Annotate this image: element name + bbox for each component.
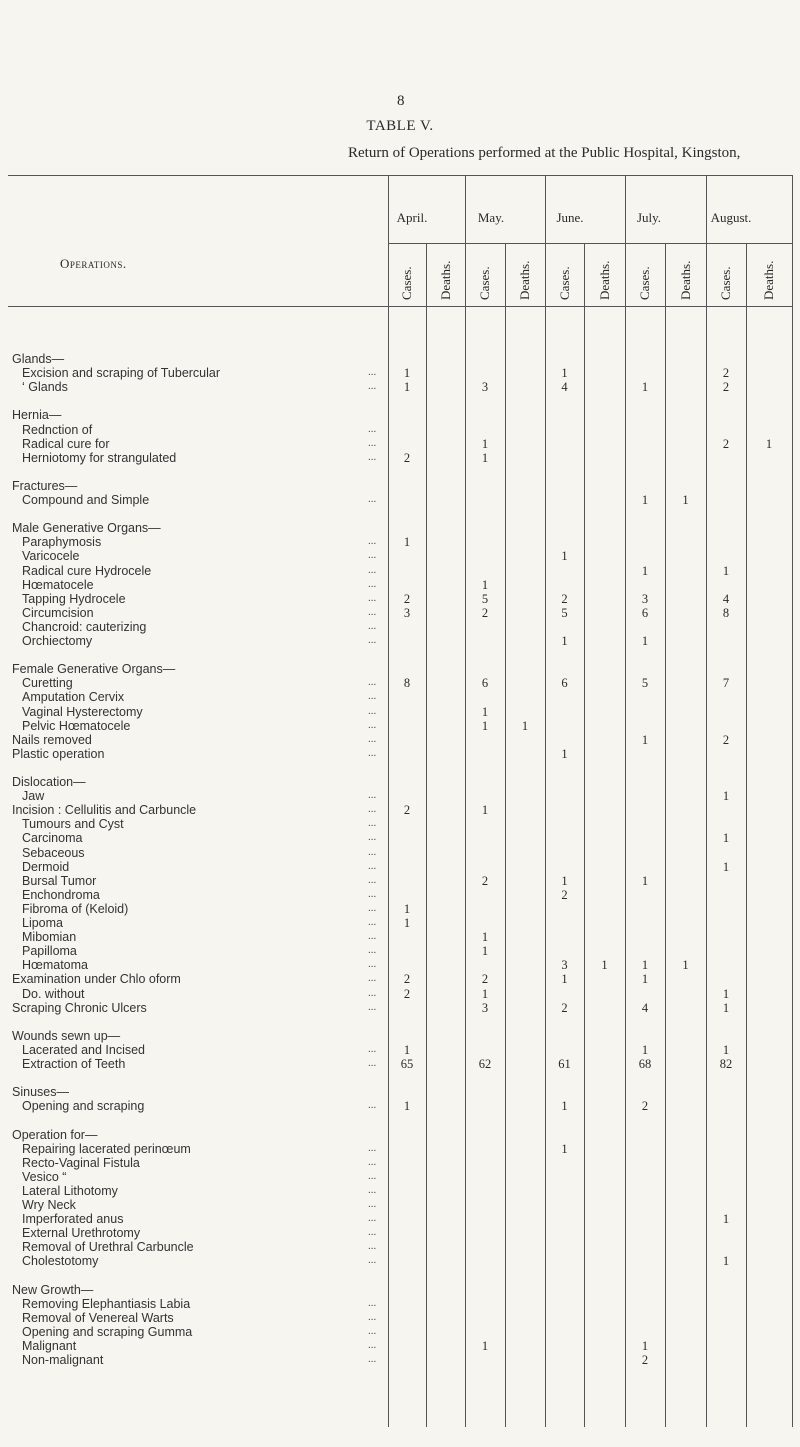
leader-dots: ... <box>368 493 377 505</box>
operation-label: Opening and scraping Gumma <box>22 1325 193 1339</box>
cases-cell: 1 <box>481 719 489 733</box>
table-row <box>0 564 800 578</box>
section-label: New Growth— <box>12 1283 94 1297</box>
deaths-column-header: Deaths. <box>761 260 776 300</box>
table-row <box>0 1198 800 1212</box>
cases-cell: 2 <box>641 1099 649 1113</box>
deaths-column-header: Deaths. <box>437 260 453 300</box>
operation-label: Curetting <box>22 676 73 690</box>
cases-cell: 1 <box>641 380 649 394</box>
leader-dots: ... <box>368 958 377 970</box>
operation-label: Herniotomy for strangulated <box>22 451 177 465</box>
cases-cell: 1 <box>481 1339 489 1353</box>
cases-cell: 1 <box>641 733 649 747</box>
cases-cell: 4 <box>561 380 568 394</box>
table-row <box>0 747 800 761</box>
table-row <box>0 1240 800 1254</box>
cases-cell: 1 <box>641 958 649 972</box>
leader-dots: ... <box>368 1353 377 1365</box>
leader-dots: ... <box>368 606 377 618</box>
cases-cell: 8 <box>403 676 411 690</box>
spacer-row <box>0 1269 800 1283</box>
cases-cell: 65 <box>400 1057 414 1071</box>
spacer-row <box>0 465 800 479</box>
leader-dots: ... <box>368 1057 377 1069</box>
month-may: May. <box>477 210 505 225</box>
cases-cell: 1 <box>561 747 568 761</box>
cases-cell: 1 <box>722 987 730 1001</box>
cases-cell: 1 <box>561 874 568 888</box>
cases-cell: 2 <box>722 380 730 394</box>
operation-label: Dermoid <box>22 860 70 874</box>
cases-column-header: Cases. <box>477 266 492 300</box>
operation-label: Paraphymosis <box>22 535 102 549</box>
cases-cell: 3 <box>481 380 489 394</box>
section-label: Hernia— <box>12 408 62 422</box>
leader-dots: ... <box>368 874 377 886</box>
table-row <box>0 1085 800 1099</box>
table-row <box>0 1170 800 1184</box>
cases-cell: 2 <box>403 451 411 465</box>
cases-cell: 82 <box>719 1057 733 1071</box>
leader-dots: ... <box>368 747 377 759</box>
operation-label: Lacerated and Incised <box>22 1043 146 1057</box>
month-july: July. <box>636 210 662 225</box>
cases-cell: 1 <box>722 860 730 874</box>
table-row <box>0 831 800 845</box>
table-row <box>0 958 800 972</box>
leader-dots: ... <box>368 860 377 872</box>
cases-cell: 68 <box>638 1057 652 1071</box>
cases-cell: 1 <box>641 493 649 507</box>
cases-cell: 5 <box>561 606 568 620</box>
table-row <box>0 408 800 422</box>
cases-cell: 1 <box>641 564 649 578</box>
section-label: Incision : Cellulitis and Carbuncle <box>12 803 197 817</box>
operation-label: Sebaceous <box>22 846 85 860</box>
cases-column-header: Cases. <box>637 266 652 300</box>
cases-cell: 3 <box>641 592 649 606</box>
table-row <box>0 634 800 648</box>
operation-label: External Urethrotomy <box>22 1226 141 1240</box>
operation-label: Chancroid: cauterizing <box>22 620 147 634</box>
table-title: TABLE V. <box>366 118 434 134</box>
month-april: April. <box>396 210 428 225</box>
cases-cell: 1 <box>561 1142 568 1156</box>
table-row <box>0 930 800 944</box>
cases-cell: 1 <box>641 634 649 648</box>
cases-cell: 3 <box>481 1001 489 1015</box>
leader-dots: ... <box>368 535 377 547</box>
leader-dots: ... <box>368 1240 377 1252</box>
spacer-row <box>0 1113 800 1127</box>
operation-label: Removing Elephantiasis Labia <box>22 1297 191 1311</box>
cases-cell: 1 <box>403 1099 411 1113</box>
operation-label: Repairing lacerated perinœum <box>22 1142 191 1156</box>
leader-dots: ... <box>368 380 377 392</box>
table-top-rule <box>8 175 792 176</box>
leader-dots: ... <box>368 1311 377 1323</box>
table-row <box>0 705 800 719</box>
operation-label: Lateral Lithotomy <box>22 1184 118 1198</box>
cases-cell: 1 <box>403 366 411 380</box>
leader-dots: ... <box>368 690 377 702</box>
cases-cell: 6 <box>641 606 649 620</box>
spacer-row <box>0 1071 800 1085</box>
leader-dots: ... <box>368 1339 377 1351</box>
table-row <box>0 874 800 888</box>
operation-label: Tumours and Cyst <box>22 817 124 831</box>
section-label: Wounds sewn up— <box>12 1029 121 1043</box>
leader-dots: ... <box>368 1099 377 1111</box>
leader-dots: ... <box>368 366 377 378</box>
table-row <box>0 860 800 874</box>
table-row <box>0 1128 800 1142</box>
cases-cell: 7 <box>722 676 730 690</box>
cases-cell: 1 <box>403 380 411 394</box>
table-row <box>0 1184 800 1198</box>
cases-cell: 6 <box>561 676 568 690</box>
table-row <box>0 549 800 563</box>
cases-cell: 62 <box>478 1057 492 1071</box>
cases-cell: 2 <box>722 437 730 451</box>
cases-cell: 2 <box>722 733 730 747</box>
leader-dots: ... <box>368 634 377 646</box>
cases-cell: 2 <box>481 874 489 888</box>
section-label: Scraping Chronic Ulcers <box>12 1001 147 1015</box>
section-label: Dislocation— <box>12 775 86 789</box>
page-number: 8 <box>397 93 405 109</box>
operation-label: Vaginal Hysterectomy <box>22 705 143 719</box>
cases-cell: 1 <box>641 1043 649 1057</box>
cases-cell: 1 <box>481 578 489 592</box>
table-row <box>0 1283 800 1297</box>
operation-label: Fibroma of (Keloid) <box>22 902 129 916</box>
leader-dots: ... <box>368 916 377 928</box>
cases-cell: 1 <box>722 1043 730 1057</box>
section-label: Sinuses— <box>12 1085 69 1099</box>
cases-cell: 61 <box>558 1057 571 1071</box>
cases-cell: 1 <box>722 1254 730 1268</box>
leader-dots: ... <box>368 1254 377 1266</box>
leader-dots: ... <box>368 817 377 829</box>
section-label: Nails removed <box>12 733 92 747</box>
table-row <box>0 535 800 549</box>
operation-label: Recto-Vaginal Fistula <box>22 1156 140 1170</box>
cases-cell: 1 <box>722 789 730 803</box>
operation-label: Carcinoma <box>22 831 83 845</box>
section-label: Plastic operation <box>12 747 105 761</box>
cases-cell: 1 <box>403 1043 411 1057</box>
operation-label: Malignant <box>22 1339 77 1353</box>
cases-cell: 1 <box>561 972 568 986</box>
leader-dots: ... <box>368 592 377 604</box>
operation-label: Papilloma <box>22 944 77 958</box>
section-label: Male Generative Organs— <box>12 521 161 535</box>
cases-cell: 4 <box>641 1001 649 1015</box>
operation-label: Excision and scraping of Tubercular <box>22 366 221 380</box>
deaths-column-header: Deaths. <box>677 260 693 300</box>
leader-dots: ... <box>368 944 377 956</box>
header-bottom-rule <box>8 306 792 307</box>
table-row <box>0 662 800 676</box>
table-row <box>0 521 800 535</box>
cases-cell: 1 <box>722 1212 730 1226</box>
table-row <box>0 916 800 930</box>
spacer-row <box>0 394 800 408</box>
operation-label: Removal of Urethral Carbuncle <box>22 1240 194 1254</box>
cases-cell: 1 <box>403 902 411 916</box>
cases-cell: 1 <box>722 831 730 845</box>
table-subtitle: Return of Operations performed at the Public Hospital, Kingston, <box>348 145 741 161</box>
month-august: August. <box>710 210 752 225</box>
cases-cell: 1 <box>481 437 489 451</box>
operation-label: Radical cure for <box>22 437 110 451</box>
leader-dots: ... <box>368 987 377 999</box>
cases-cell: 2 <box>403 592 411 606</box>
cases-cell: 1 <box>561 549 568 563</box>
spacer-row <box>0 648 800 662</box>
deaths-cell: 1 <box>765 437 773 451</box>
cases-cell: 2 <box>403 803 411 817</box>
operation-label: Cholestotomy <box>22 1254 99 1268</box>
cases-cell: 1 <box>641 1339 649 1353</box>
table-row <box>0 1339 800 1353</box>
operation-label: Wry Neck <box>22 1198 76 1212</box>
table-row <box>0 1156 800 1170</box>
leader-dots: ... <box>368 676 377 688</box>
cases-cell: 1 <box>722 564 730 578</box>
section-label: Operation for— <box>12 1128 98 1142</box>
table-row <box>0 1029 800 1043</box>
operation-label: Opening and scraping <box>22 1099 145 1113</box>
leader-dots: ... <box>368 1325 377 1337</box>
deaths-column-header: Deaths. <box>596 260 612 300</box>
cases-cell: 2 <box>561 592 568 606</box>
table-row <box>0 789 800 803</box>
cases-cell: 1 <box>403 916 411 930</box>
cases-cell: 2 <box>481 606 489 620</box>
leader-dots: ... <box>368 1156 377 1168</box>
operation-label: Enchondroma <box>22 888 100 902</box>
leader-dots: ... <box>368 719 377 731</box>
operation-label: Imperforated anus <box>22 1212 124 1226</box>
cases-cell: 2 <box>641 1353 649 1367</box>
cases-cell: 1 <box>481 987 489 1001</box>
cases-cell: 2 <box>403 987 411 1001</box>
table-row <box>0 719 800 733</box>
cases-cell: 2 <box>722 366 730 380</box>
table-row <box>0 944 800 958</box>
table-row <box>0 1001 800 1015</box>
cases-cell: 1 <box>561 1099 568 1113</box>
cases-cell: 2 <box>561 888 568 902</box>
leader-dots: ... <box>368 1184 377 1196</box>
table-row <box>0 1325 800 1339</box>
deaths-cell: 1 <box>682 493 689 507</box>
table-row <box>0 846 800 860</box>
table-row <box>0 1057 800 1071</box>
cases-column-header: Cases. <box>399 266 414 300</box>
operation-label: Compound and Simple <box>22 493 150 507</box>
cases-column-header: Cases. <box>718 266 733 300</box>
cases-cell: 1 <box>403 535 411 549</box>
table-row <box>0 902 800 916</box>
leader-dots: ... <box>368 972 377 984</box>
operation-label: Hœmatocele <box>22 578 94 592</box>
table-row <box>0 366 800 380</box>
operation-label: Bursal Tumor <box>22 874 97 888</box>
operation-label: Lipoma <box>22 916 63 930</box>
cases-cell: 2 <box>403 972 411 986</box>
section-label: Glands— <box>12 352 65 366</box>
deaths-cell: 1 <box>682 958 689 972</box>
table-row <box>0 1142 800 1156</box>
table-row <box>0 817 800 831</box>
table-row <box>0 1099 800 1113</box>
cases-cell: 1 <box>481 451 489 465</box>
operation-label: Extraction of Teeth <box>22 1057 126 1071</box>
cases-cell: 1 <box>561 634 568 648</box>
operation-label: Hœmatoma <box>22 958 88 972</box>
table-row <box>0 733 800 747</box>
leader-dots: ... <box>368 578 377 590</box>
leader-dots: ... <box>368 1226 377 1238</box>
leader-dots: ... <box>368 620 377 632</box>
deaths-cell: 1 <box>601 958 608 972</box>
leader-dots: ... <box>368 423 377 435</box>
cases-column-header: Cases. <box>556 266 572 300</box>
table-row <box>0 578 800 592</box>
table-row <box>0 972 800 986</box>
operation-label: Tapping Hydrocele <box>22 592 126 606</box>
leader-dots: ... <box>368 888 377 900</box>
table-row <box>0 352 800 366</box>
leader-dots: ... <box>368 789 377 801</box>
cases-cell: 1 <box>481 705 489 719</box>
cases-cell: 3 <box>561 958 568 972</box>
cases-cell: 3 <box>403 606 411 620</box>
leader-dots: ... <box>368 564 377 576</box>
leader-dots: ... <box>368 451 377 463</box>
operation-label: Mibomian <box>22 930 77 944</box>
cases-cell: 8 <box>722 606 730 620</box>
table-row <box>0 676 800 690</box>
cases-cell: 6 <box>481 676 489 690</box>
cases-cell: 2 <box>561 1001 568 1015</box>
table-row <box>0 620 800 634</box>
cases-cell: 1 <box>481 944 489 958</box>
leader-dots: ... <box>368 1170 377 1182</box>
operation-label: Non-malignant <box>22 1353 104 1367</box>
section-label: Fractures— <box>12 479 78 493</box>
operation-label: Circumcision <box>22 606 94 620</box>
cases-cell: 1 <box>481 803 489 817</box>
operation-label: Rednction of <box>22 423 93 437</box>
table-row <box>0 690 800 704</box>
cases-cell: 1 <box>481 930 489 944</box>
leader-dots: ... <box>368 549 377 561</box>
operation-label: Amputation Cervix <box>22 690 125 704</box>
leader-dots: ... <box>368 1043 377 1055</box>
cases-cell: 4 <box>722 592 730 606</box>
table-row <box>0 1212 800 1226</box>
table-row <box>0 803 800 817</box>
table-row <box>0 451 800 465</box>
table-row <box>0 606 800 620</box>
month-june: June. <box>556 210 584 225</box>
table-row <box>0 1353 800 1367</box>
deaths-column-header: Deaths. <box>517 260 532 300</box>
operation-label: Do. without <box>22 987 85 1001</box>
operation-label: Jaw <box>22 789 45 803</box>
operation-label: ‘ Glands <box>22 380 68 394</box>
spacer-row <box>0 1015 800 1029</box>
deaths-cell: 1 <box>521 719 529 733</box>
section-label: Examination under Chlo oform <box>12 972 181 986</box>
operation-label: Pelvic Hœmatocele <box>22 719 131 733</box>
table-row <box>0 592 800 606</box>
month-underline-rule <box>388 243 792 244</box>
table-row <box>0 380 800 394</box>
leader-dots: ... <box>368 437 377 449</box>
table-row <box>0 1297 800 1311</box>
table-row <box>0 493 800 507</box>
cases-cell: 5 <box>641 676 649 690</box>
leader-dots: ... <box>368 1001 377 1013</box>
table-row <box>0 1043 800 1057</box>
leader-dots: ... <box>368 1297 377 1309</box>
operation-label: Radical cure Hydrocele <box>22 564 152 578</box>
cases-cell: 1 <box>641 874 649 888</box>
section-label: Female Generative Organs— <box>12 662 176 676</box>
operation-label: Varicocele <box>22 549 80 563</box>
operation-label: Vesico “ <box>22 1170 67 1184</box>
table-row <box>0 1226 800 1240</box>
cases-cell: 5 <box>481 592 489 606</box>
spacer-row <box>0 761 800 775</box>
cases-cell: 1 <box>722 1001 730 1015</box>
table-row <box>0 437 800 451</box>
leader-dots: ... <box>368 705 377 717</box>
leader-dots: ... <box>368 846 377 858</box>
table-row <box>0 1254 800 1268</box>
leader-dots: ... <box>368 803 377 815</box>
spacer-row <box>0 507 800 521</box>
table-row <box>0 987 800 1001</box>
cases-cell: 1 <box>641 972 649 986</box>
table-row <box>0 1311 800 1325</box>
leader-dots: ... <box>368 902 377 914</box>
leader-dots: ... <box>368 733 377 745</box>
leader-dots: ... <box>368 930 377 942</box>
leader-dots: ... <box>368 1198 377 1210</box>
table-row <box>0 479 800 493</box>
cases-cell: 1 <box>561 366 568 380</box>
table-row <box>0 423 800 437</box>
operation-label: Orchiectomy <box>22 634 93 648</box>
operations-header: Operations. <box>60 256 127 271</box>
table-row <box>0 775 800 789</box>
table-row <box>0 888 800 902</box>
cases-cell: 2 <box>481 972 489 986</box>
leader-dots: ... <box>368 831 377 843</box>
leader-dots: ... <box>368 1212 377 1224</box>
operation-label: Removal of Venereal Warts <box>22 1311 174 1325</box>
leader-dots: ... <box>368 1142 377 1154</box>
